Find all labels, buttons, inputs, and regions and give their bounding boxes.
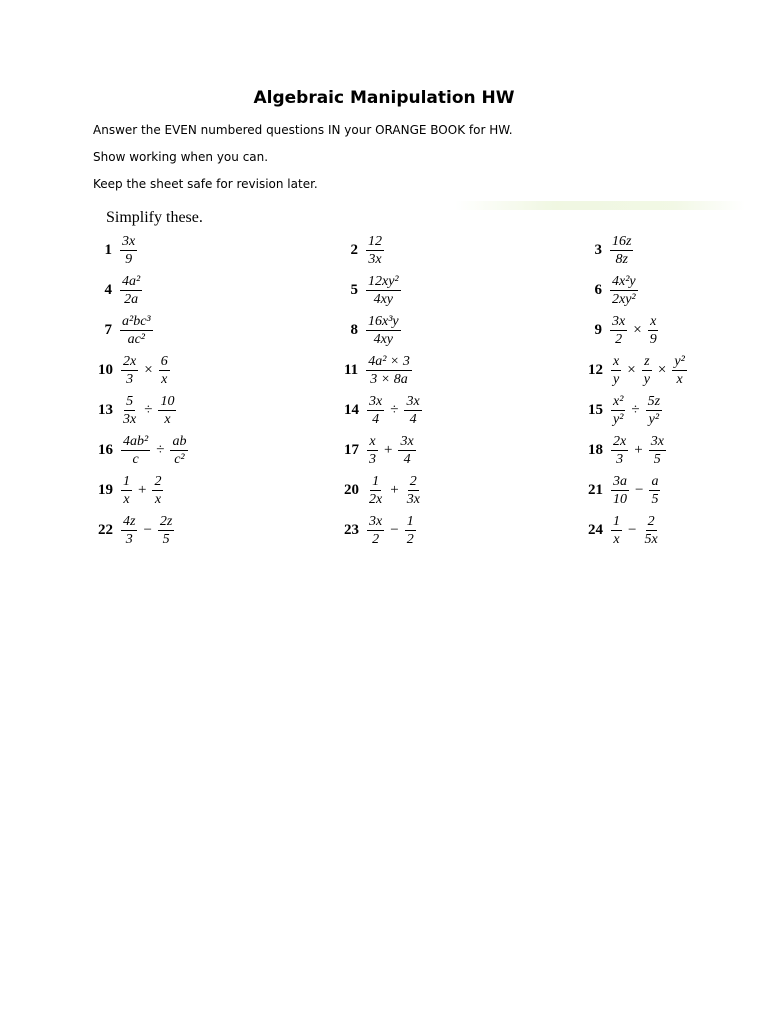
question-item [344,310,403,350]
expression [119,514,176,547]
fraction [649,434,666,467]
denominator: 2a [124,291,139,307]
fraction [642,354,652,387]
denominator: c [132,451,139,467]
fraction [367,434,378,467]
expression [608,274,640,307]
fraction [404,394,421,427]
numerator: x [613,353,620,369]
operator: + [390,481,399,498]
numerator: 3x [400,433,414,449]
fraction [170,434,188,467]
question-number: 4 [104,281,112,298]
denominator: 3x [123,411,137,427]
expression [119,474,165,507]
denominator: 3 [125,531,133,547]
expression [119,434,190,467]
question-item [588,350,689,390]
question-item [588,310,661,350]
numerator: 2 [409,473,417,489]
numerator: 3x [406,393,420,409]
denominator: 3 [369,451,376,467]
fraction [121,474,132,507]
instruction-line: Keep the sheet safe for revision later. [93,177,318,191]
fraction [120,314,153,347]
fraction [646,394,662,427]
fraction [642,514,659,547]
question-item [98,430,190,470]
question-item [98,350,172,390]
numerator: 2z [159,513,173,529]
denominator: c² [174,451,185,467]
question-item [344,350,414,390]
question-item [98,470,165,510]
denominator: 4 [409,411,417,427]
fraction [158,394,176,427]
numerator: 3x [650,433,664,449]
numerator: 12xy² [368,273,399,289]
operator: − [635,481,644,498]
fraction [611,394,625,427]
question-number: 12 [588,361,603,378]
fraction [120,274,142,307]
numerator: 1 [123,473,130,489]
question-number: 14 [344,401,359,418]
expression [119,394,178,427]
question-number: 1 [104,241,112,258]
numerator: 4a² [122,273,141,289]
question-number: 15 [588,401,603,418]
expression [365,474,424,507]
fraction [611,354,621,387]
fraction [366,314,401,347]
numerator: y² [674,353,685,369]
fraction [121,514,137,547]
numerator: x [650,313,657,329]
question-number: 11 [344,361,359,378]
question-number: 24 [588,521,603,538]
denominator: x [164,411,171,427]
numerator: z [644,353,650,369]
question-item [344,270,403,310]
fraction [367,394,384,427]
instruction-line: Show working when you can. [93,150,269,164]
numerator: 2 [647,513,655,529]
fraction [120,234,137,267]
page-title: Algebraic Manipulation HW [253,88,515,108]
question-number: 16 [98,441,113,458]
operator: × [657,361,667,378]
question-number: 20 [344,481,359,498]
denominator: 4 [403,451,411,467]
numerator: 1 [372,473,380,489]
fraction [366,274,401,307]
denominator: 5 [653,451,661,467]
numerator: 2x [123,353,137,369]
fraction [405,474,422,507]
numerator: 1 [613,513,620,529]
fraction [611,434,628,467]
denominator: y [613,371,620,387]
operator: − [628,521,637,538]
denominator: y² [648,411,660,427]
denominator: 3 × 8a [370,371,408,387]
expression [364,314,403,347]
denominator: x [123,491,130,507]
question-number: 6 [594,281,602,298]
fraction [121,394,138,427]
numerator: 3a [613,473,627,489]
expression [364,274,403,307]
numerator: ab [172,433,187,449]
numerator: 16z [612,233,632,249]
numerator: 2 [154,473,162,489]
operator: − [143,521,152,538]
numerator: 3x [612,313,626,329]
expression [609,394,664,427]
numerator: a²bc³ [122,313,151,329]
denominator: 5 [651,491,659,507]
operator: ÷ [144,401,153,418]
denominator: x [613,531,620,547]
question-item [588,430,668,470]
numerator: 4a² × 3 [368,353,410,369]
expression [609,354,689,387]
question-number: 2 [350,241,358,258]
denominator: 9 [649,331,657,347]
question-number: 23 [344,521,359,538]
numerator: 5z [647,393,661,409]
operator: ÷ [156,441,165,458]
numerator: 3x [122,233,136,249]
expression [608,314,661,347]
question-item [588,270,640,310]
question-item [98,230,139,270]
numerator: 4ab² [123,433,149,449]
operator: + [634,441,643,458]
question-item [98,310,155,350]
question-number: 19 [98,481,113,498]
fraction [610,234,633,267]
denominator: ac² [127,331,146,347]
expression [365,514,418,547]
question-number: 3 [594,241,602,258]
denominator: 3 [126,371,134,387]
denominator: x [676,371,683,387]
denominator: x [154,491,162,507]
fraction [121,354,138,387]
question-number: 7 [104,321,112,338]
question-number: 18 [588,441,603,458]
numerator: 16x³y [368,313,399,329]
question-number: 8 [350,321,358,338]
denominator: 4 [372,411,380,427]
question-item [98,510,176,550]
fraction [366,234,384,267]
fraction [366,354,412,387]
fraction [611,474,629,507]
question-item [588,230,635,270]
fraction [152,474,163,507]
denominator: x [161,371,168,387]
fraction [158,514,174,547]
numerator: 12 [368,233,382,249]
fraction [121,434,150,467]
numerator: 3x [369,513,383,529]
fraction [610,274,638,307]
denominator: 4xy [373,291,394,307]
operator: − [390,521,399,538]
expression [609,474,662,507]
expression [365,394,424,427]
denominator: 8z [615,251,628,267]
denominator: 2 [406,531,414,547]
question-number: 17 [344,441,359,458]
denominator: 10 [613,491,627,507]
operator: ÷ [631,401,640,418]
question-number: 21 [588,481,603,498]
question-item [98,390,178,430]
operator: × [627,361,636,378]
denominator: 2x [369,491,383,507]
expression [118,274,144,307]
operator: × [633,321,642,338]
denominator: 2xy² [612,291,636,307]
denominator: y [643,371,650,387]
question-item [588,470,662,510]
numerator: 2x [613,433,627,449]
scan-tint [455,201,745,210]
fraction [649,474,660,507]
numerator: x [369,433,376,449]
expression [119,354,172,387]
fraction [405,514,416,547]
expression [609,434,668,467]
question-item [344,430,418,470]
denominator: 9 [125,251,133,267]
fraction [367,474,384,507]
question-item [344,230,386,270]
numerator: a [651,473,659,489]
question-item [344,470,424,510]
expression [609,514,662,547]
question-number: 9 [594,321,602,338]
denominator: 3x [368,251,382,267]
operator: × [144,361,153,378]
numerator: 3x [369,393,383,409]
expression [118,234,139,267]
fraction [159,354,170,387]
denominator: 5 [162,531,170,547]
section-heading: Simplify these. [106,209,203,226]
numerator: 10 [160,393,175,409]
operator: + [384,441,393,458]
denominator: 3 [616,451,624,467]
numerator: 4x²y [612,273,636,289]
question-number: 5 [350,281,358,298]
question-number: 10 [98,361,113,378]
fraction [611,514,622,547]
question-item [588,510,662,550]
expression [364,354,414,387]
fraction [672,354,686,387]
operator: ÷ [390,401,399,418]
numerator: 5 [126,393,134,409]
denominator: 3x [406,491,420,507]
numerator: 6 [160,353,168,369]
expression [364,234,386,267]
fraction [610,314,627,347]
denominator: 2 [615,331,623,347]
denominator: 5x [644,531,658,547]
expression [118,314,155,347]
numerator: 4z [123,513,136,529]
numerator: 1 [406,513,414,529]
question-item [98,270,144,310]
fraction [648,314,659,347]
numerator: x² [613,393,624,409]
fraction [398,434,415,467]
instruction-line: Answer the EVEN numbered questions IN your ORANGE BOOK for HW. [93,123,513,137]
expression [608,234,635,267]
fraction [367,514,384,547]
question-item [344,510,418,550]
question-item [588,390,664,430]
expression [365,434,418,467]
operator: + [138,481,147,498]
question-number: 22 [98,521,113,538]
denominator: 4xy [373,331,394,347]
denominator: 2 [372,531,380,547]
question-number: 13 [98,401,113,418]
question-item [344,390,424,430]
denominator: y² [613,411,624,427]
